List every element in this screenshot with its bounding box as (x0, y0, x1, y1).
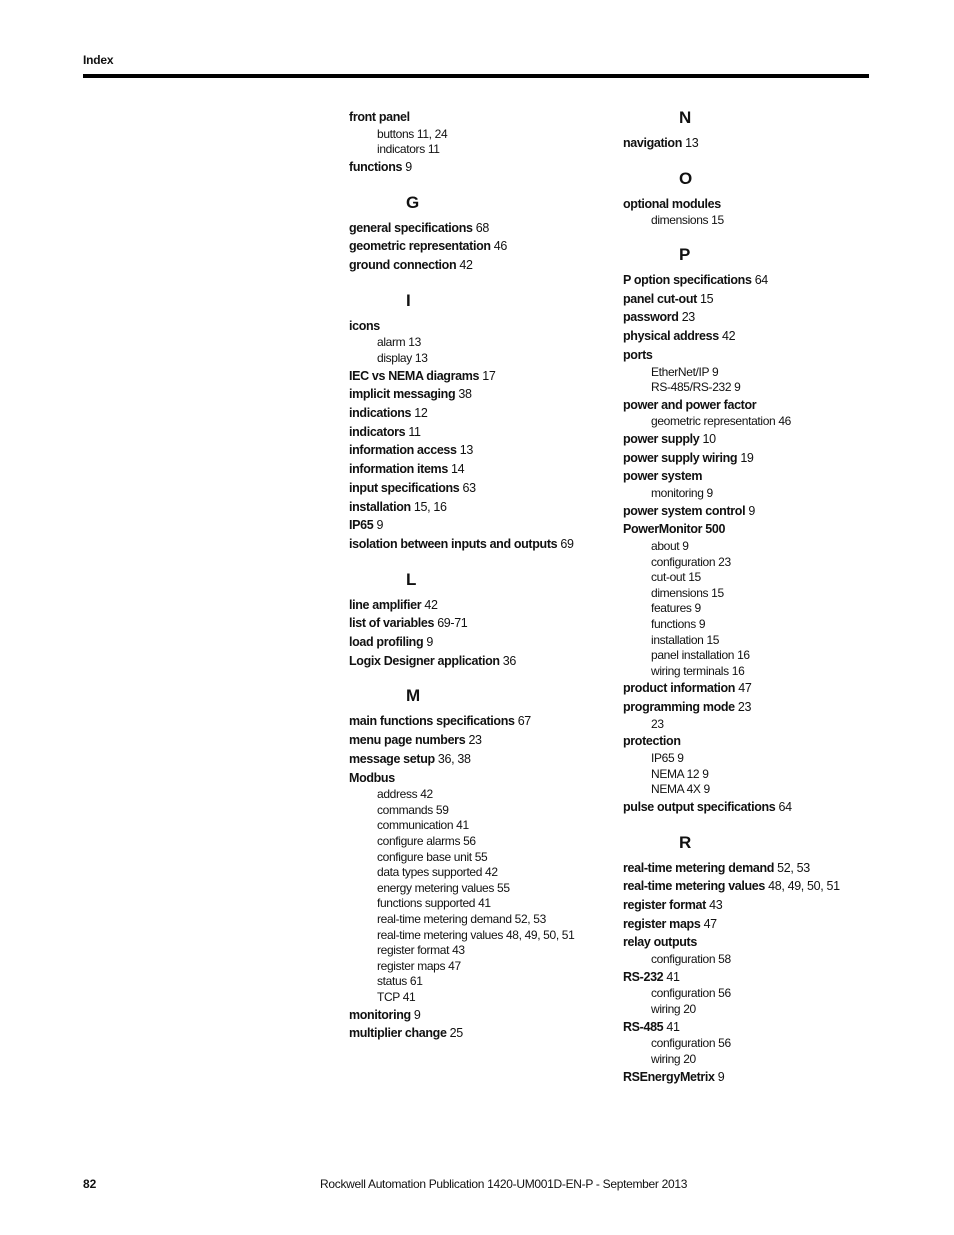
sub-entry: configuration 58 (651, 952, 731, 967)
index-term: protection (623, 734, 681, 749)
index-entry (349, 769, 609, 788)
index-entry (623, 430, 883, 449)
sub-entry: panel installation 16 (651, 648, 750, 663)
index-term: input specifications (349, 480, 460, 495)
sub-entry: indicators 11 (377, 142, 440, 157)
section-letter: O (679, 168, 692, 188)
page-references: 9 (405, 159, 412, 174)
index-entry (623, 859, 883, 878)
page-references: 41 (666, 969, 680, 984)
index-entry (623, 396, 883, 415)
page-references: 36 (502, 653, 516, 668)
index-entry (349, 479, 609, 498)
index-term: P option specifications (623, 273, 752, 287)
sub-entries (623, 986, 883, 1017)
sub-entry: real-time metering demand 52, 53 (377, 912, 546, 926)
index-term: power system (623, 469, 703, 484)
index-entry (349, 614, 609, 633)
index-entry (623, 915, 883, 934)
index-term: power supply wiring (623, 450, 738, 465)
page-references: 68 (475, 220, 489, 235)
sub-entry: dimensions 15 (651, 213, 724, 228)
index-term: power supply (623, 432, 700, 446)
index-entry (623, 346, 883, 365)
sub-entry: configure base unit 55 (377, 849, 488, 864)
sub-entry: register format 43 (377, 943, 465, 958)
index-entry (623, 732, 883, 751)
sub-entry: wiring terminals 16 (651, 663, 745, 678)
page-references: 15, 16 (413, 499, 447, 514)
sub-entries (349, 127, 609, 158)
index-section (623, 108, 883, 153)
page-references: 42 (721, 329, 736, 344)
sub-entries (623, 952, 883, 968)
index-entry (623, 1018, 883, 1037)
index-term: RS-232 (623, 969, 664, 984)
sub-entries (349, 787, 609, 1005)
sub-entry: TCP 41 (377, 989, 416, 1004)
sub-entry: monitoring 9 (651, 486, 713, 501)
index-term: ports (623, 347, 653, 362)
index-entry (349, 498, 609, 517)
index-entry (349, 516, 609, 535)
index-term: multiplier change (349, 1026, 447, 1041)
index-entry (349, 423, 609, 442)
sub-entry: alarm 13 (377, 335, 421, 350)
section-letter: G (406, 192, 419, 212)
sub-entry: configuration 56 (651, 986, 731, 1001)
sub-entry: wiring 20 (651, 1051, 696, 1066)
page-references: 23 (737, 700, 752, 715)
index-section (349, 291, 609, 554)
sub-entry: dimensions 15 (651, 585, 724, 600)
page-references: 43 (709, 898, 723, 913)
page-number: 82 (83, 1177, 97, 1191)
index-term: list of variables (349, 616, 435, 631)
sub-entry: about 9 (651, 539, 689, 554)
sub-entry: commands 59 (377, 802, 449, 817)
index-entry (623, 520, 883, 539)
page-references: 67 (517, 714, 531, 729)
sub-entries (623, 751, 883, 798)
sub-entry: real-time metering values 48, 49, 50, 51 (377, 927, 575, 942)
index-term: message setup (349, 751, 435, 766)
sub-entries (623, 213, 883, 229)
index-term: installation (349, 499, 411, 514)
index-entry (623, 698, 883, 717)
index-entry (349, 317, 609, 336)
index-entry (349, 633, 609, 652)
index-term: password (623, 310, 679, 325)
page-references: 12 (414, 406, 428, 420)
sub-entries (623, 486, 883, 502)
section-letter: M (406, 686, 420, 706)
sub-entries (623, 1036, 883, 1067)
page-references: 38 (458, 387, 472, 402)
index-entry (349, 404, 609, 423)
sub-entry: functions 9 (651, 617, 706, 632)
sub-entry: NEMA 4X 9 (651, 782, 710, 797)
index-term: main functions specifications (349, 714, 515, 729)
sub-entry: display 13 (377, 351, 428, 365)
index-entry (623, 933, 883, 952)
index-term: programming mode (623, 700, 735, 715)
index-term: Modbus (349, 770, 395, 785)
sub-entry: geometric representation 46 (651, 414, 791, 429)
index-entry (623, 327, 883, 346)
index-entry (349, 652, 609, 671)
index-entry (623, 271, 883, 290)
index-entry (349, 750, 609, 769)
page-references: 47 (703, 916, 717, 931)
index-section (623, 245, 883, 817)
section-letter: P (679, 245, 690, 264)
section-letter: I (406, 290, 411, 310)
sub-entries (349, 335, 609, 366)
index-term: monitoring (349, 1007, 411, 1022)
page-references: 41 (666, 1019, 680, 1034)
index-entry (623, 308, 883, 327)
page-references: 10 (702, 432, 716, 446)
sub-entry: energy metering values 55 (377, 880, 510, 895)
index-term: physical address (623, 329, 719, 344)
index-term: PowerMonitor 500 (623, 522, 726, 537)
sub-entries (623, 717, 883, 733)
index-term: power and power factor (623, 397, 757, 412)
index-term: panel cut-out (623, 291, 697, 306)
page-references: 14 (451, 462, 465, 477)
page-references: 63 (462, 480, 476, 495)
page-references: 25 (449, 1026, 463, 1041)
page-references: 13 (685, 136, 699, 150)
index-term: Logix Designer application (349, 653, 500, 668)
sub-entry: data types supported 42 (377, 865, 498, 880)
page-references: 47 (738, 681, 752, 696)
index-term: ground connection (349, 258, 457, 272)
index-entry (623, 502, 883, 521)
index-entry (623, 449, 883, 468)
page-references: 23 (681, 310, 695, 325)
index-term: real-time metering values (623, 879, 766, 894)
index-term: functions (349, 159, 403, 174)
sub-entry: register maps 47 (377, 958, 461, 973)
index-term: navigation (623, 136, 683, 150)
index-entry (349, 1024, 609, 1043)
index-entry (349, 1006, 609, 1025)
page-references: 52, 53 (777, 860, 810, 875)
sub-entry: status 61 (377, 974, 423, 989)
index-section (349, 686, 609, 1043)
index-term: geometric representation (349, 239, 491, 254)
sub-entry: configuration 23 (651, 554, 731, 569)
sub-entry: wiring 20 (651, 1002, 696, 1017)
index-entry (349, 441, 609, 460)
index-term: IP65 (349, 518, 374, 533)
index-term: implicit messaging (349, 387, 456, 402)
sub-entry: installation 15 (651, 632, 720, 647)
page-references: 69 (560, 536, 574, 551)
sub-entry: cut-out 15 (651, 570, 701, 585)
running-header: Index (83, 53, 114, 67)
sub-entries (623, 539, 883, 679)
index-entry (349, 731, 609, 750)
page-references: 9 (748, 503, 755, 518)
page-references: 9 (426, 635, 433, 650)
index-entry (349, 460, 609, 479)
sub-entries (623, 414, 883, 430)
index-entry (349, 385, 609, 404)
page-references: 9 (717, 1069, 725, 1084)
index-entry (623, 877, 883, 896)
index-entry (623, 134, 883, 153)
sub-entry: configuration 56 (651, 1036, 731, 1051)
index-term: general specifications (349, 220, 473, 235)
index-term: product information (623, 681, 736, 696)
index-term: pulse output specifications (623, 799, 776, 814)
sub-entry: IP65 9 (651, 751, 684, 766)
publication-info: Rockwell Automation Publication 1420-UM001D-EN-P - September 2013 (320, 1177, 688, 1191)
sub-entry: EtherNet/IP 9 (651, 364, 719, 379)
index-term: register maps (623, 916, 701, 931)
sub-entry: features 9 (651, 601, 701, 616)
index-entry (349, 108, 609, 127)
index-term: RS-485 (623, 1019, 664, 1034)
page-references: 19 (740, 450, 754, 465)
index-entry (349, 367, 609, 386)
index-entry (349, 219, 609, 238)
index-entry (349, 712, 609, 731)
index-term: register format (623, 898, 706, 913)
index-term: load profiling (349, 635, 424, 650)
sub-entry: functions supported 41 (377, 896, 491, 911)
index-term: IEC vs NEMA diagrams (349, 368, 480, 383)
index-column-right (623, 108, 883, 1102)
page-references: 15 (700, 291, 714, 306)
index-entry (349, 158, 609, 177)
index-term: front panel (349, 110, 410, 124)
index-entry (349, 256, 609, 275)
sub-entries (623, 365, 883, 396)
index-section (349, 570, 609, 671)
index-section (623, 833, 883, 1087)
page-references: 48, 49, 50, 51 (768, 879, 840, 894)
index-term: menu page numbers (349, 733, 466, 748)
index-term: line amplifier (349, 597, 422, 612)
index-entry (623, 968, 883, 987)
section-letter: L (406, 569, 417, 589)
sub-entry: NEMA 12 9 (651, 766, 709, 781)
page-references: 69-71 (437, 616, 468, 631)
index-term: power system control (623, 503, 746, 518)
index-term: information items (349, 462, 448, 477)
index-entry (349, 596, 609, 615)
index-entry (623, 679, 883, 698)
index-entry (623, 798, 883, 817)
page-references: 64 (754, 273, 768, 287)
sub-entry: 23 (651, 716, 664, 731)
page-references: 42 (424, 597, 438, 612)
page-references: 9 (376, 518, 384, 533)
section-letter: R (679, 832, 691, 852)
page-references: 11 (408, 424, 421, 439)
index-column-left (349, 108, 609, 1059)
index-entry (349, 535, 609, 554)
section-letter: N (679, 108, 691, 127)
index-term: information access (349, 443, 457, 458)
sub-entry: RS-485/RS-232 9 (651, 380, 741, 395)
index-term: RSEnergyMetrix (623, 1069, 715, 1084)
index-entry (623, 467, 883, 486)
index-entry (623, 896, 883, 915)
index-entry (349, 237, 609, 256)
index-entry (623, 290, 883, 309)
index-entry (623, 195, 883, 214)
page-references: 17 (482, 368, 496, 383)
index-term: relay outputs (623, 935, 697, 950)
index-term: indicators (349, 424, 406, 439)
page-references: 36, 38 (437, 751, 471, 766)
page-references: 23 (468, 733, 482, 748)
sub-entry: address 42 (377, 787, 433, 802)
page-references: 64 (778, 799, 792, 814)
sub-entry: configure alarms 56 (377, 834, 476, 849)
page-references: 9 (413, 1007, 421, 1022)
index-section (349, 193, 609, 275)
sub-entry: buttons 11, 24 (377, 126, 448, 141)
index-term: isolation between inputs and outputs (349, 536, 558, 551)
index-section (349, 108, 609, 177)
index-entry (623, 1068, 883, 1087)
sub-entry: communication 41 (377, 818, 469, 833)
index-term: indications (349, 406, 412, 420)
index-section (623, 169, 883, 229)
header-rule (83, 74, 869, 78)
index-term: icons (349, 318, 380, 333)
page-references: 13 (459, 443, 473, 458)
index-term: optional modules (623, 196, 721, 211)
page-references: 42 (459, 258, 473, 272)
page-references: 46 (493, 239, 507, 254)
index-term: real-time metering demand (623, 860, 775, 875)
